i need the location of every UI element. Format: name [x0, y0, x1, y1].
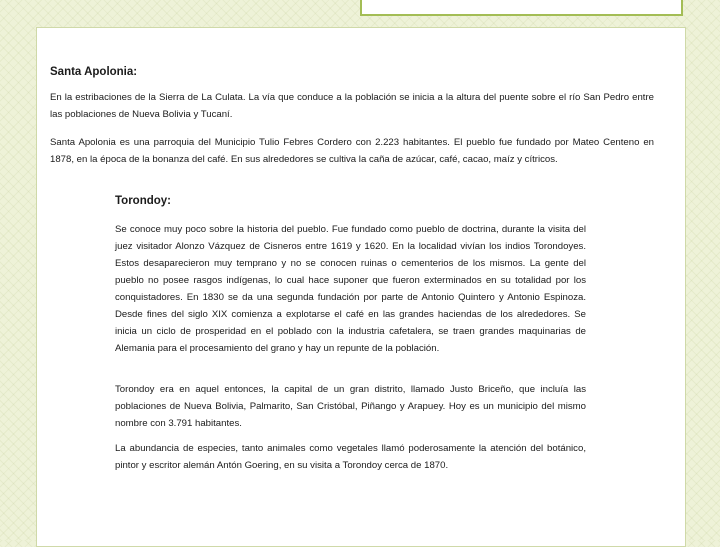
paragraph-torondoy-nature: La abundancia de especies, tanto animales como vegetales llamó poderosamente la atención del botánico, pintor y escritor alemán Antón Goering, en su visita a Torondoy cerca de 1870.	[115, 443, 586, 471]
decorative-frame	[360, 0, 683, 16]
section-title-torondoy: Torondoy:	[115, 195, 171, 207]
paragraph-santa-apolonia-history: Santa Apolonia es una parroquia del Municipio Tulio Febres Cordero con 2.223 habitantes. El pueblo fue fundado por Mateo Centeno en 1878, en la época de la bonanza del café. En sus alrededores se cultiva la caña de azúcar, café, cacao, maíz y cítricos.	[50, 137, 654, 165]
section-title-santa-apolonia: Santa Apolonia:	[50, 66, 138, 78]
paragraph-torondoy-district: Torondoy era en aquel entonces, la capital de un gran distrito, llamado Justo Briceño, que incluía las poblaciones de Nueva Bolivia, Palmarito, San Cristóbal, Piñango y Arapuey. Hoy es un municipio del mismo nombre con 3.791 habitantes.	[115, 384, 586, 429]
paragraph-torondoy-history: Se conoce muy poco sobre la historia del pueblo. Fue fundado como pueblo de doctrina, durante la visita del juez visitador Alonzo Vázquez de Cisneros entre 1619 y 1620. En la localidad vivían los indios Torondoyes. Estos desaparecieron muy temprano y no se conocen ruinas o cementerios de los mismos. La gente del pueblo no posee rasgos indígenas, lo cual hace suponer que fueron exterminados en su totalidad por los conquistadores. En 1830 se da una segunda fundación por parte de Antonio Quintero y Antonio Espinoza. Desde fines del siglo XIX comienza a explotarse el café en las grandes haciendas de los alrededores. Se inicia un ciclo de prosperidad en el poblado con la industria cafetalera, se traen grandes maquinarias de Alemania para el procesamiento del grano y hay un repunte de la población.	[115, 224, 586, 354]
paragraph-santa-apolonia-location: En la estribaciones de la Sierra de La Culata. La vía que conduce a la población se inicia a la altura del puente sobre el río San Pedro entre las poblaciones de Nueva Bolivia y Tucaní.	[50, 92, 654, 120]
